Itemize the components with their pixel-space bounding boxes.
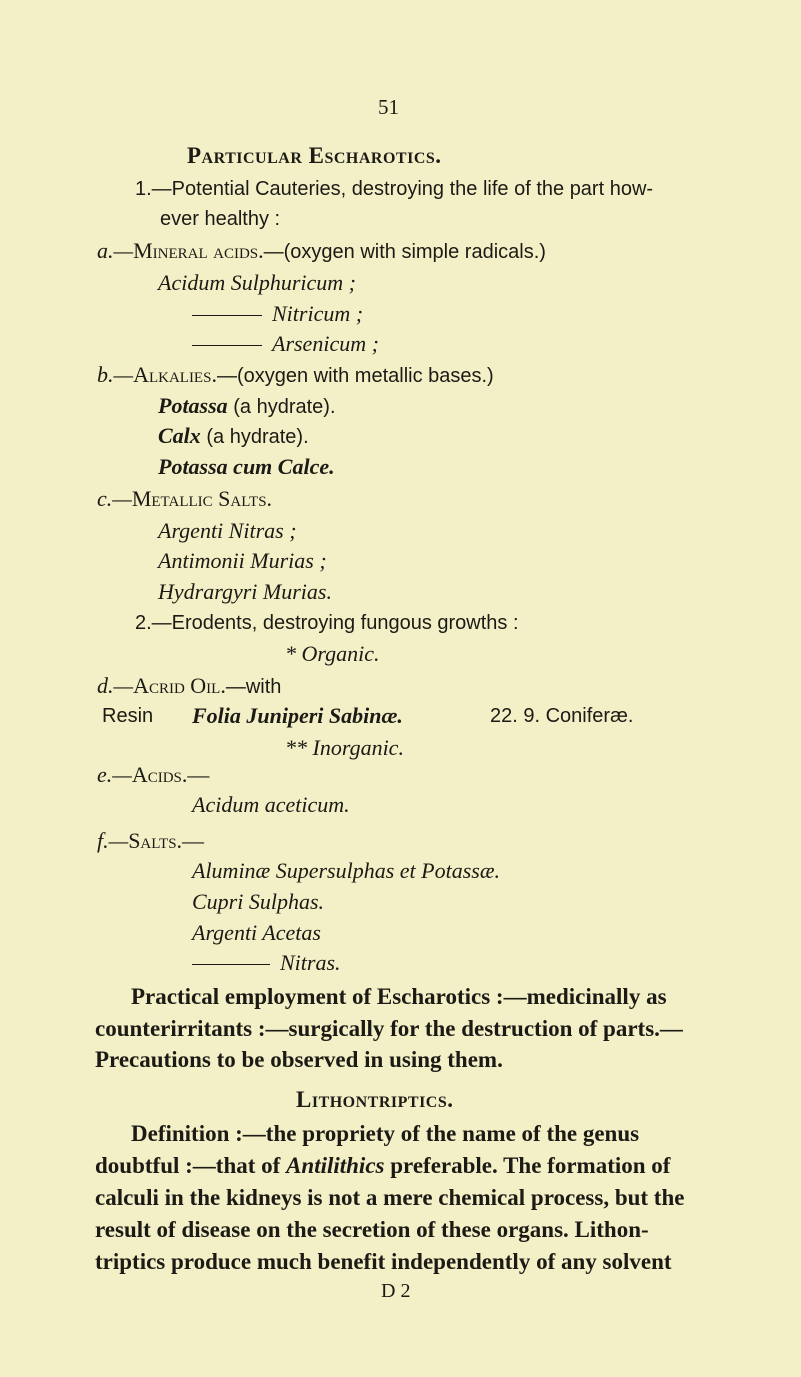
antilithics-term: Antilithics: [286, 1153, 385, 1178]
item2-line: 2.—Erodents, destroying fungous growths :: [135, 612, 519, 634]
practical-line3: Precautions to be observed in using them.: [95, 1047, 503, 1072]
item-e-label: e.—: [97, 762, 132, 787]
item-c-line: [97, 486, 272, 512]
item-c-label: c.—: [97, 486, 132, 511]
item-b-entry-2: Calx (a hydrate).: [158, 423, 309, 448]
organic-heading: * Organic.: [285, 641, 380, 666]
ditto-rule: [192, 345, 262, 346]
resin-label: Resin: [102, 705, 154, 727]
folia-juniperi: Folia Juniperi Sabinæ.: [192, 703, 403, 728]
item-a-entry-1: Acidum Sulphuricum ;: [158, 270, 356, 295]
folia-reference: 22. 9. Coniferæ.: [490, 705, 634, 727]
page-number: 51: [378, 95, 399, 119]
lith-line4: result of disease on the secretion of these organs. Lithon-: [95, 1217, 649, 1242]
lith-line3: calculi in the kidneys is not a mere chemical process, but the: [95, 1185, 685, 1210]
heading-lithontriptics: Lithontriptics.: [296, 1087, 454, 1112]
inorganic-heading: ** Inorganic.: [285, 735, 404, 760]
item-a-entry-2: Nitricum ;: [192, 301, 363, 327]
item-f-heading: Salts.: [128, 828, 183, 853]
item-a-text: —(oxygen with simple radicals.): [263, 241, 546, 263]
item-c-entry-2: Antimonii Murias ;: [158, 548, 327, 573]
item-b-line: [97, 362, 494, 389]
item-e-heading: Acids.: [131, 762, 188, 787]
item-b-entry-1: Potassa (a hydrate).: [158, 393, 336, 418]
item-d-label: d.—: [97, 673, 134, 698]
ditto-rule: [192, 315, 262, 316]
lith-line2: doubtful :—that of Antilithics preferable. The formation of: [95, 1153, 671, 1178]
item-f-label: f.—: [97, 828, 129, 853]
item-d-line: [97, 673, 281, 700]
item-a-label: a.—: [97, 238, 134, 263]
item-a-heading: Mineral acids.: [133, 238, 264, 263]
item-d-heading: Acrid Oil.: [133, 673, 226, 698]
item-e-entry: Acidum aceticum.: [192, 792, 350, 817]
item-f-entry-1: Aluminæ Supersulphas et Potassæ.: [192, 858, 501, 883]
item-f-entry-4: Nitras.: [192, 950, 341, 976]
item-b-heading: Alkalies.: [133, 362, 217, 387]
item-a-entry-3: Arsenicum ;: [192, 331, 379, 357]
ditto-rule: [192, 964, 270, 965]
item1-line1: 1.—Potential Cauteries, destroying the life of the part how-: [135, 178, 654, 200]
item-b-text: —(oxygen with metallic bases.): [216, 365, 494, 387]
item-c-heading: Metallic Salts.: [131, 486, 273, 511]
item-b-entry-3: Potassa cum Calce.: [158, 454, 335, 479]
item-f-entry-2: Cupri Sulphas.: [192, 889, 325, 914]
item-e-dash: —: [187, 762, 210, 787]
practical-line1: Practical employment of Escharotics :—medicinally as: [131, 984, 667, 1009]
item-a-line: [97, 238, 546, 265]
item-e-line: [97, 762, 209, 788]
heading-particular-escharotics: Particular Escharotics.: [187, 143, 442, 168]
item-f-entry-3: Argenti Acetas: [192, 920, 321, 945]
lith-line5: triptics produce much benefit independently of any solvent: [95, 1249, 672, 1274]
item-f-line: [97, 828, 204, 854]
item-c-entry-3: Hydrargyri Murias.: [158, 579, 332, 604]
item-d-text: —with: [225, 676, 282, 698]
item-f-dash: —: [182, 828, 205, 853]
lith-line1: Definition :—the propriety of the name of the genus: [131, 1121, 640, 1146]
item-b-label: b.—: [97, 362, 134, 387]
signature-mark: D 2: [381, 1280, 411, 1302]
item-c-entry-1: Argenti Nitras ;: [158, 518, 297, 543]
item1-line2: ever healthy :: [160, 208, 281, 230]
practical-line2: counterirritants :—surgically for the destruction of parts.—: [95, 1016, 683, 1041]
